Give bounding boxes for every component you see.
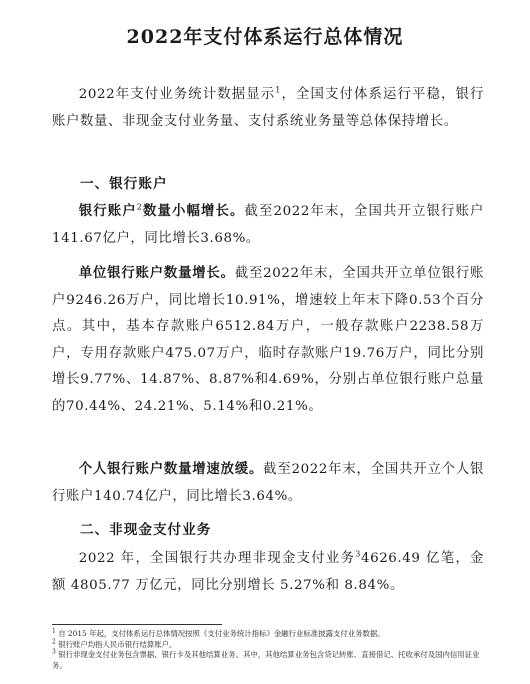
footnote-ref-1[interactable]: 1 (275, 85, 281, 95)
footnote-2-text: 银行账户均指人民币银行结算账户。 (58, 639, 177, 649)
footnote-2-num: 2 (52, 638, 56, 646)
intro-text-b: ，全国支付体系运行平稳，银行账户数量、非现金支付业务量、支付系统业务量等总体保持增长。 (52, 87, 485, 129)
section-heading-accounts: 一、银行账户 (80, 176, 168, 192)
intro-paragraph (52, 82, 484, 135)
footnotes (52, 629, 484, 671)
personal-accounts-lead: 个人银行账户数量增速放缓。 (78, 462, 264, 477)
noncash-paragraph (52, 546, 484, 599)
bank-accounts-paragraph (52, 199, 484, 252)
footnote-ref-2[interactable]: 2 (136, 202, 143, 212)
footnote-1 (52, 629, 484, 640)
footnote-2 (52, 640, 484, 651)
bank-accounts-text: 截至2022年末，全国共开立银行账户141.67亿户，同比增长3.68%。 (52, 204, 484, 246)
unit-accounts-text: 截至2022年末，全国共开立单位银行账户9246.26万户，同比增长10.91%，增速较上年末下降0.53个百分点。其中，基本存款账户6512.84万户，一般存款账户2238.58万户，专用存款账户475.07万户，临时存款账户19.76万户，同比分别增长9.77%、14.87%、8.87%和4.69%，分别占单位银行账户总量的70.44%、24.21%、5.14%和0.21%。 (52, 266, 484, 414)
footnote-divider (52, 624, 222, 625)
personal-accounts-text: 截至2022年末，全国共开立个人银行账户140.74亿户，同比增长3.64%。 (52, 462, 484, 504)
unit-accounts-lead: 单位银行账户数量增长。 (78, 266, 235, 281)
footnote-1-num: 1 (52, 627, 56, 635)
footnote-ref-3[interactable]: 3 (355, 549, 361, 559)
footnote-3-num: 3 (52, 648, 56, 656)
footnote-1-text: 自 2015 年起，支付体系运行总体情况按照《支付业务统计指标》金融行业标准披露支付业务数据。 (58, 629, 385, 638)
bank-accounts-lead-b: 数量小幅增长。 (142, 204, 245, 219)
intro-text-a: 2022年支付业务统计数据显示 (78, 87, 276, 102)
unit-accounts-paragraph (52, 261, 484, 420)
noncash-text-b: 4626.49 亿笔，金额 4805.77 万亿元，同比分别增长 5.27%和 8.84%。 (52, 551, 484, 593)
bank-accounts-lead-a: 银行账户 (78, 204, 137, 219)
page-title: 2022年支付体系运行总体情况 (126, 26, 404, 48)
footnote-3-text: 银行非现金支付业务包含票据、银行卡及其他结算业务。其中，其他结算业务包含贷记转账、直接借记、托收承付及国内信用证业务。 (52, 650, 480, 670)
personal-accounts-paragraph (52, 457, 484, 510)
noncash-text-a: 2022 年，全国银行共办理非现金支付业务 (78, 551, 356, 566)
section-heading-noncash: 二、非现金支付业务 (80, 522, 212, 538)
footnote-3 (52, 650, 484, 671)
